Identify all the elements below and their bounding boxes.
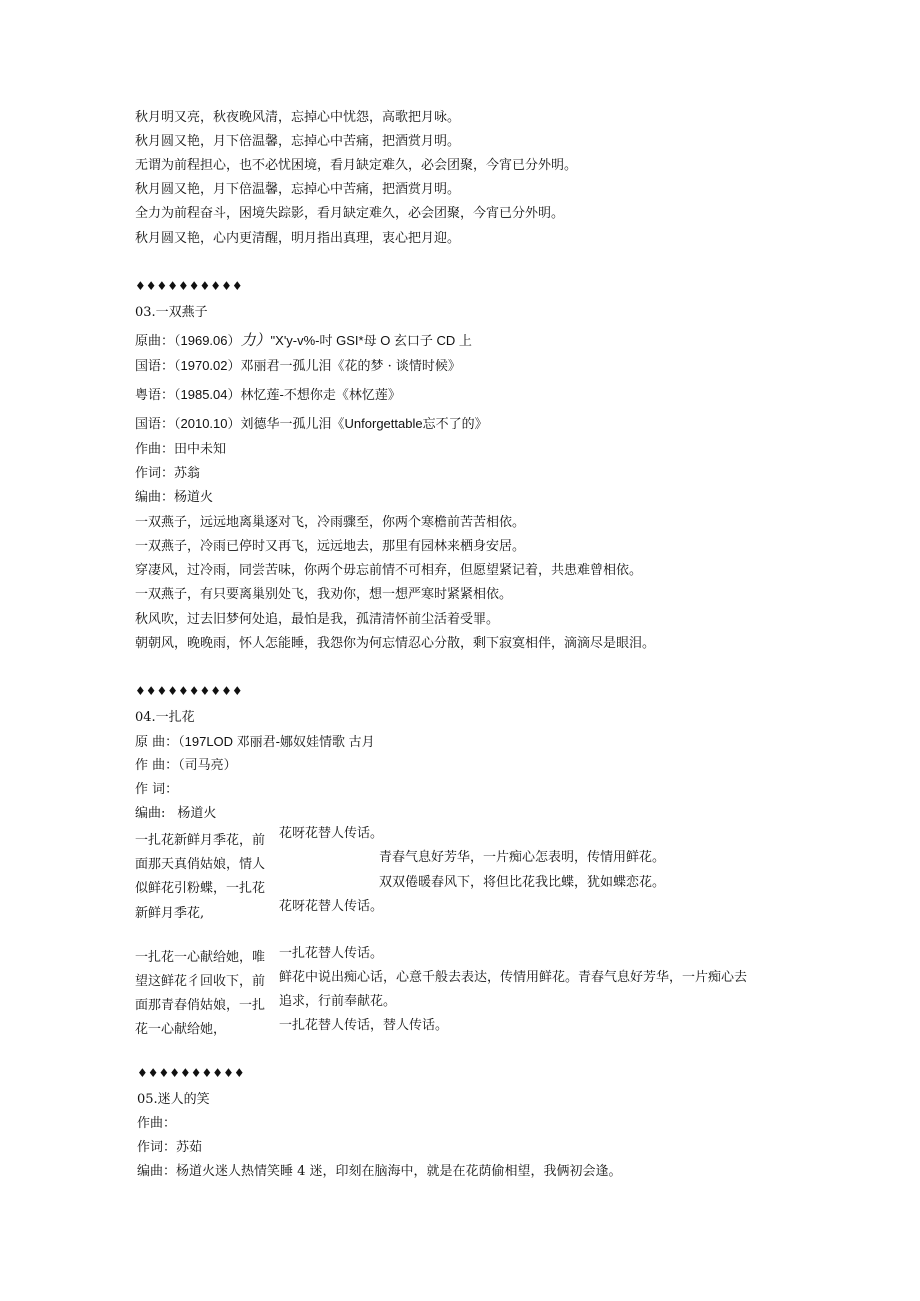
song03-composer: 作曲：田中未知 (135, 442, 227, 457)
version-info: 邓丽君一孤儿泪《花的梦 · 谈情时候》 (240, 359, 461, 374)
song05-arranger-lyric: 编曲：杨道火迷人热情笑睡 4 迷，印刻在脑海中，就是在花荫偷相望，我俩初会逢。 (137, 1164, 622, 1179)
song04-blockA-right-1: 青春气息好芳华，一片痴心怎表明，传情用鲜花。 (379, 850, 666, 865)
song04-blockA-right-2: 双双倦暖春风下，将但比花我比蝶，犹如蝶恋花。 (379, 875, 666, 890)
song04-blockB-left-1: 一扎花一心献给她，唯 (135, 950, 266, 965)
date: （1970.02） (174, 358, 241, 373)
version-info-c: 忘不了的》 (422, 417, 488, 432)
song04-blockB-left-4: 花一心献给她， (135, 1022, 227, 1037)
song04-lyricist: 作 词： (135, 782, 179, 797)
song05-composer: 作曲： (137, 1116, 177, 1131)
song-title-05: 05.迷人的笑 (137, 1092, 210, 1107)
date: （1985.04） (174, 387, 241, 402)
date: （1969.06） (174, 333, 241, 348)
song03-lyric-5: 秋风吹，过去旧梦何处追，最怕是我，孤清清怀前尘活着受罪。 (135, 612, 500, 627)
version-info-a: 刘德华一孤儿泪《 (240, 417, 345, 432)
song04-blockA-left-3: 似鲜花引粉蝶，一扎花 (135, 881, 266, 896)
original-rest: "X'y-v%-吋 GSI*母 O 玄口子 CD 上 (270, 333, 472, 348)
song-title-04: 04.一扎花 (135, 710, 195, 725)
song03-lyric-4: 一双燕子，有只要离巢别处飞，我劝你，想一想严寒时紧紧相依。 (135, 587, 513, 602)
song04-blockB-right-4: 一扎花替人传话，替人传话。 (279, 1018, 449, 1033)
label: 粤语： (135, 388, 175, 403)
separator-diamonds: ♦♦♦♦♦♦♦♦♦♦ (135, 684, 243, 698)
intro-line-4: 秋月圆又艳，月下倍温馨，忘掉心中苦痛，把酒赏月明。 (135, 182, 461, 197)
song03-arranger: 编曲：杨道火 (135, 490, 214, 505)
album-name: Unforgettable (344, 416, 423, 431)
intro-line-6: 秋月圆又艳，心内更清醒，明月指出真理，衷心把月迎。 (135, 231, 461, 246)
song04-original (135, 734, 375, 751)
song04-blockA-mid-1: 花呀花替人传话。 (279, 826, 384, 841)
intro-line-2: 秋月圆又艳，月下倍温馨，忘掉心中苦痛，把酒赏月明。 (135, 134, 461, 149)
song03-original (135, 332, 472, 350)
separator-diamonds: ♦♦♦♦♦♦♦♦♦♦ (135, 279, 243, 293)
song04-composer: 作 曲：（司马亮） (135, 758, 237, 773)
intro-line-1: 秋月明又亮，秋夜晚风清，忘掉心中忧怨，高歌把月咏。 (135, 110, 461, 125)
song03-lyric-3: 穿凄风，过冷雨，同尝苦味，你两个毋忘前情不可相弃，但愿望紧记着，共患难曾相依。 (135, 563, 643, 578)
song05-lyricist: 作词：苏茹 (137, 1140, 203, 1155)
song04-blockB-left-3: 面那青春俏姑娘，一扎 (135, 998, 266, 1013)
song04-blockA-left-4: 新鲜月季花, (135, 906, 205, 921)
version-info: 林忆莲-不想你走《林忆莲》 (240, 388, 401, 403)
song04-blockB-right-2: 鲜花中说出痴心话，心意千般去表达，传情用鲜花。青春气息好芳华，一片痴心去 (279, 970, 748, 985)
song04-blockA-left-2: 面那天真俏姑娘，情人 (135, 857, 266, 872)
original-fragment: 力） (240, 331, 271, 349)
song03-lyricist: 作词：苏翁 (135, 466, 201, 481)
separator-diamonds: ♦♦♦♦♦♦♦♦♦♦ (137, 1066, 245, 1080)
intro-line-3: 无谓为前程担心，也不必忧困境，看月缺定难久，必会团聚，今宵已分外明。 (135, 158, 578, 173)
intro-line-5: 全力为前程奋斗，困境失踪影，看月缺定难久，必会团聚，今宵已分外明。 (135, 206, 565, 221)
song04-blockB-right-1: 一扎花替人传话。 (279, 946, 384, 961)
song-title-03: 03.一双燕子 (135, 305, 208, 320)
label: 编曲: (135, 806, 166, 821)
song03-lyric-6: 朝朝风，晚晚雨，怀人怎能睡，我怨你为何忘情忍心分散，剩下寂寞相伴，滴滴尽是眼泪。 (135, 636, 656, 651)
song03-mandarin-1 (135, 358, 461, 375)
song04-blockA-mid-2: 花呀花替人传话。 (279, 899, 384, 914)
song04-blockA-left-1: 一扎花新鲜月季花，前 (135, 833, 266, 848)
arranger-name: 杨道火 (177, 806, 217, 821)
song03-cantonese (135, 387, 401, 404)
original-info: （197LOD 邓丽君-娜奴娃情歌 古月 (178, 734, 375, 749)
label: 原曲： (135, 334, 175, 349)
song03-lyric-1: 一双燕子，远远地离巢逐对飞，冷雨骤至，你两个寒檐前苦苦相依。 (135, 515, 526, 530)
song03-mandarin-2 (135, 416, 488, 433)
label: 原 曲： (135, 735, 179, 750)
song04-arranger (135, 806, 216, 822)
label: 国语： (135, 417, 175, 432)
song04-blockB-left-2: 望这鲜花彳回收下，前 (135, 974, 266, 989)
song03-lyric-2: 一双燕子，冷雨已停时又再飞，远远地去，那里有园林来栖身安居。 (135, 539, 526, 554)
song04-blockB-right-3: 追求，行前奉献花。 (279, 994, 397, 1009)
label: 国语： (135, 359, 175, 374)
date: （2010.10） (174, 416, 241, 431)
